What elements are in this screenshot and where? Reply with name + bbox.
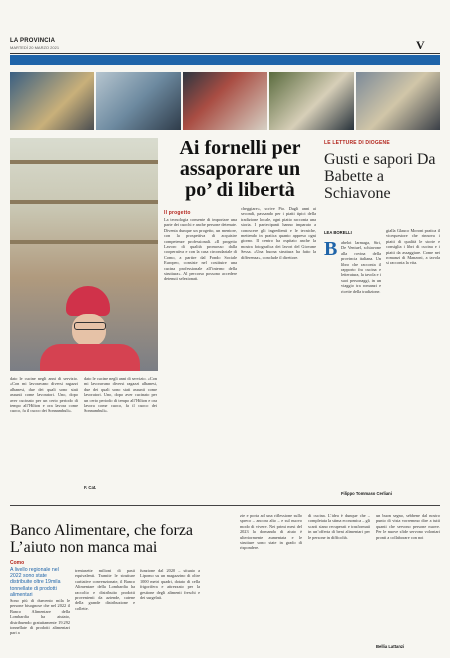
lead-column-right: cheggiare», scrive Pio. Dagli anni ai secondi, passando per i piatti tipici della tradizione locale, ogni piatto racconta una storia. I partecipanti hanno imparato a conoscere gli ingredienti e le tecniche, mettendo in pratica quanto appreso ogni giorno. Il centro ha ospitato anche la mostra fotografica dei lavori del Giovane Sessa. «Una buona struttura ha fatto la differenza», conclude il direttore. xyxy=(241,206,316,260)
sidebar-author: LEA BORELLI xyxy=(324,230,352,235)
banco-location: Como xyxy=(10,560,25,566)
section-divider xyxy=(10,505,440,506)
sidebar-dropcap: B xyxy=(324,238,338,260)
banco-headline: Banco Alimentare, che forza L’aiuto non manca mai xyxy=(10,522,194,556)
strip-photo-1 xyxy=(10,72,94,130)
issue-date: MARTEDÌ 20 MARZO 2021 xyxy=(10,45,60,50)
sidebar-bottom-author: Filippo Tommaso Cerliani xyxy=(341,491,392,496)
banco-column-4: zie e porta ad una riflessione sullo spreco – ancora alto – e sul nuovo modo di vivere. Nei primi mesi del 2023 la domanda di aiuto è ulteriormente aumentata e le strutture sono state in grado di rispondere. xyxy=(240,513,302,551)
sidebar-column-b: gialla Glauco Moroni pratica il vicequestore che rinnova i piatti di qualità le storie e consiglia i libri di cucina e i piatti da assaggiare. Come nei romanzi di Manzoni, a tavola si racconta la vita. xyxy=(386,228,440,266)
banco-column-6: un buon segno, sebbene dal nostro punto di vista vorremmo dire a tutti quanti che servono persone nuove. Per le nuove sfide servono volontari pronti a collaborare con noi xyxy=(376,513,440,540)
photo-strip xyxy=(10,72,440,130)
strip-photo-4 xyxy=(269,72,353,130)
newspaper-name: LA PROVINCIA xyxy=(10,38,56,44)
lead-headline: Ai fornelli per assaporare un po’ di libertà xyxy=(179,137,301,201)
strip-photo-5 xyxy=(356,72,440,130)
kitchen-photo xyxy=(10,138,158,371)
lead-byline: F. Cat. xyxy=(84,485,97,490)
sidebar-title: Gusti e sapori Da Babette a Schiavone xyxy=(324,151,436,202)
masthead-rule xyxy=(10,53,440,54)
lead-column-left-1: dato le cucine negli anni di servizio. «Con mi lavoravano diversi ragazzi albanesi, due dei quali sono stati assunti come lavoratori. Uno, dopo aver cucinato per un certo periodo di tempo all’Hilton e ora lavora come cuoco, fa il cuoco dei Sonnambuli». xyxy=(10,376,78,414)
sidebar-column-a: abelot larmaga, Siri, De Ventuel, schiavone alla rovina della provincia italiana. Un libro che racconta il rapporto fra cucina e letteratura, la tavola e i suoi personaggi, in un viaggio tra romanzi e ricette della tradizione. xyxy=(341,240,381,294)
strip-photo-3 xyxy=(183,72,267,130)
lead-column-middle: La tecnologia consente di importare una parte dei cuochi e anche persone detenute. Diventa dunque un progetto, un mentore, con la prospettiva di acquisire competenze professionali. «Il progetto Lavoro di qualità promosso dalla cooperativa e con la casa circondariale di Como, a partire dal Fondo Sociale Europeo, consiste nel costituire una cucina professionale all’interno della struttura». Al percorso possono accedere detenuti selezionati. xyxy=(164,217,237,282)
banco-column-1: Sono più di duecento mila le persone bisognose che nel 2022 il Banco Alimentare della Lombardia ha aiutato, distribuendo gratuitamente 19.292 tonnellate di prodotti alimentari pari a xyxy=(10,598,70,636)
banco-column-2: trentasette milioni di pasti equivalenti. Tramite le strutture caritative convenzionate, il Banco Alimentare della Lombardia ha raccolto e distribuito prodotti provenienti da aziende, catene della grande distribuzione e collette. xyxy=(75,568,135,611)
section-ribbon xyxy=(10,55,440,65)
banco-lede: A livello regionale nel 2022 sono state distribuite oltre 19mila tonnellate di prodotti alimentari xyxy=(10,567,61,598)
banco-column-3: funzione dal 2020 – situato a Lipomo su un magazzino di oltre 1000 metri quadri, dotato di cella frigorifera e attrezzato per la gestione degli alimenti freschi e dei surgelati. xyxy=(140,568,200,601)
banco-signature: Bellia Lattanzi xyxy=(376,644,405,649)
banco-column-5: di cucina. L’idea è dunque che – completata la stima economica – gli scarti siano recuperati e trasformati in un’offerta di beni alimentari per le persone in difficoltà. xyxy=(308,513,370,540)
section-letter: V xyxy=(416,38,425,52)
sidebar-label: LE LETTURE DI DIOGENE xyxy=(324,140,390,146)
lead-section-label: Il progetto xyxy=(164,210,191,216)
strip-photo-2 xyxy=(96,72,180,130)
lead-column-left-2: dato le cucine negli anni di servizio. «Con mi lavoravano diversi ragazzi albanesi, due dei quali sono stati assunti come lavoratori. Uno, dopo aver cucinato per un certo periodo di tempo all’Hilton e ora lavora come cuoco, fa il cuoco dei Sonnambuli». xyxy=(84,376,157,414)
